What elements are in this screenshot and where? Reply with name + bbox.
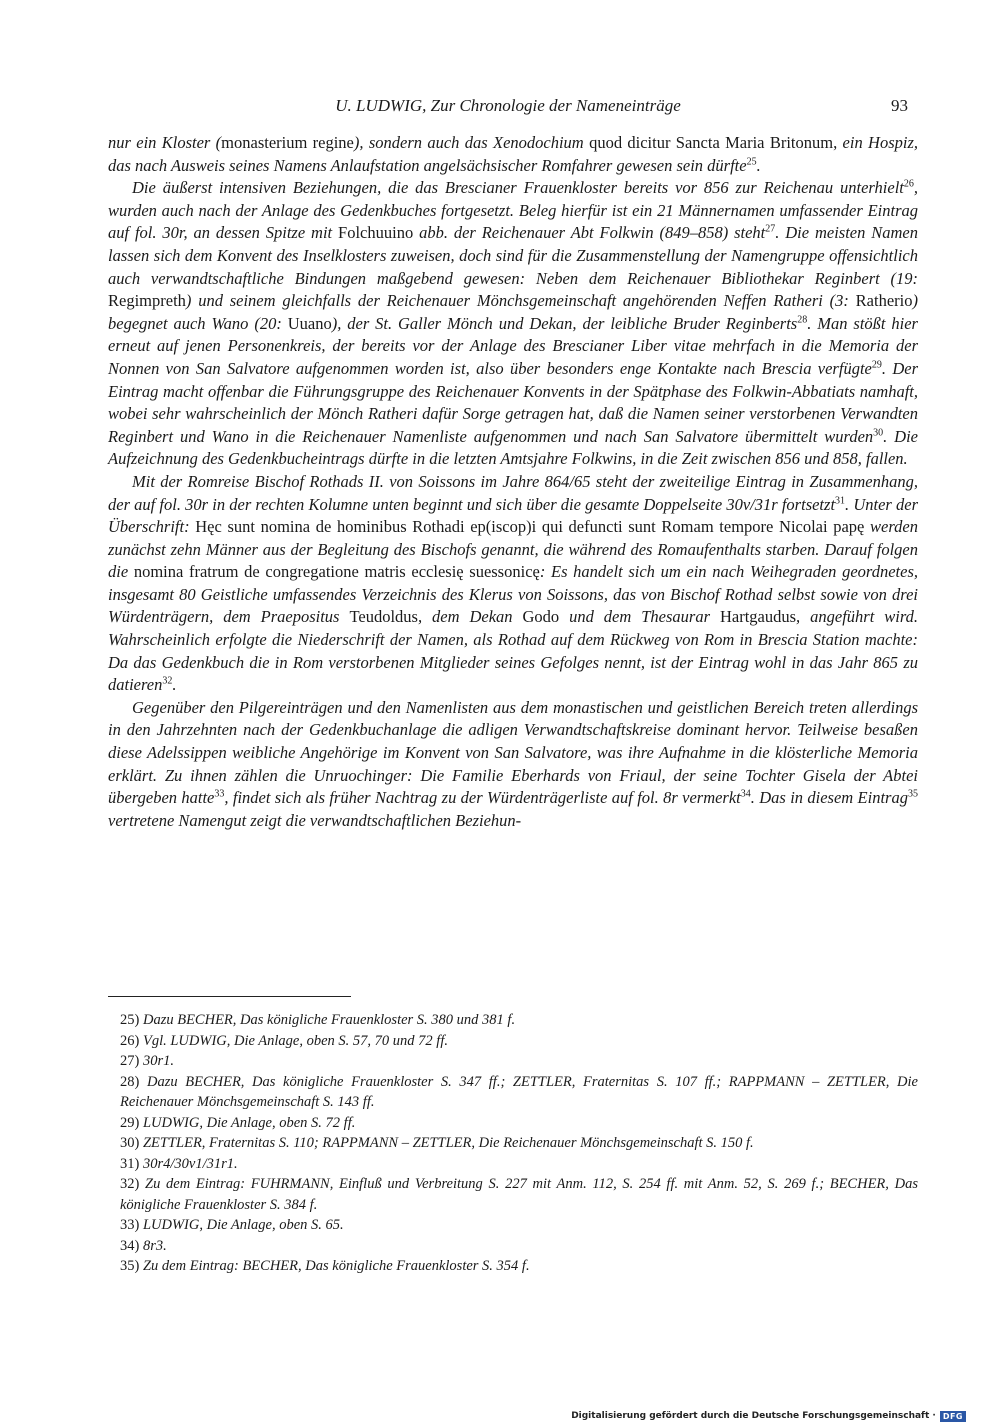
- footnote: [108, 1051, 918, 1072]
- footnote-ref: 30: [873, 427, 884, 439]
- text-run: nomina fratrum de congregatione matris ecclesię suessonicę: [133, 562, 540, 582]
- text-run: Ratherio: [855, 291, 913, 311]
- footnote-number: 25): [120, 1012, 140, 1028]
- text-run: Die äußerst intensiven Beziehungen, die das Brescianer Frauenkloster bereits vor 856 zur Reichenau unterhielt: [132, 178, 904, 198]
- text-run: , findet sich als früher Nachtrag zu der Würdenträgerliste auf fol. 8r vermerkt: [224, 788, 741, 808]
- text-run: und dem Thesaurar: [559, 607, 720, 627]
- footnote-ref: 27: [765, 223, 776, 235]
- text-run: nur ein Kloster (: [108, 133, 222, 152]
- footnote-ref: 35: [907, 788, 918, 800]
- footnote-text: 30r1.: [139, 1053, 174, 1069]
- text-run: werden zunächst zehn Männer aus der Begleitung des Bischofs genannt, die während des Romaufenthalts starben. Darauf folgen die: [108, 517, 919, 582]
- text-run: , angeführt wird. Wahrscheinlich erfolgte die Niederschrift der Namen, als Rothad auf dem Rückweg von Rom in Brescia Station machte: Da das Gedenkbuch die in Rom verstorbenen Mitglieder seines Gefolges nennt, ist der Eintrag wohl in das Jahr 865 zu datieren: [108, 607, 919, 695]
- footnote-divider: [108, 996, 351, 997]
- page-footer: [571, 1408, 966, 1424]
- paragraph: [108, 471, 918, 697]
- text-run: . Die meisten Namen lassen sich dem Konvent des Inselklosters zuweisen, doch sind für die Zusammenstellung der Namengruppe offensichtlich auch verwandtschaftliche Bindungen maßgebend gewesen: Neben dem Reichenauer Bibliothekar Reginbert (19:: [108, 223, 918, 288]
- footnote: [108, 1031, 918, 1052]
- text-run: Regimpreth: [108, 291, 186, 311]
- footnote-ref: 33: [214, 788, 225, 800]
- footnote-text: Dazu BECHER, Das königliche Frauenkloster S. 347 ff.; ZETTLER, Fraternitas S. 107 ff.; RAPPMANN – ZETTLER, Die Reichenauer Mönchsgemeinschaft S. 143 ff.: [120, 1073, 918, 1110]
- footnote-number: 31): [120, 1155, 140, 1172]
- text-run: . Der Eintrag macht offenbar die Führungsgruppe des Reichenauer Konvents in der Spätphase des Folkwin-Abbatiats namhaft, wobei sehr wahrscheinlich der Mönch Ratheri dafür Sorge getragen hat, daß die Namen seiner verstorbenen Verwandten Reginbert und Wano in die Reichenauer Namenliste aufgenommen und nach San Salvatore übermittelt wurden: [108, 358, 918, 446]
- text-run: .: [172, 675, 177, 695]
- footnote: [108, 1133, 918, 1154]
- footnote-ref: 28: [797, 314, 808, 326]
- text-run: quod dicitur Sancta Maria Britonum,: [589, 133, 838, 152]
- paragraph: [108, 177, 918, 471]
- text-run: , dem Dekan: [417, 607, 523, 627]
- footnote-number: 27): [120, 1053, 140, 1069]
- footnote-text: Zu dem Eintrag: BECHER, Das königliche Frauenkloster S. 354 f.: [139, 1258, 530, 1274]
- footnote-ref: 29: [871, 359, 882, 371]
- footnote-number: 28): [120, 1073, 140, 1090]
- text-run: abb. der Reichenauer Abt Folkwin (849–858) steht: [413, 223, 766, 243]
- dfg-logo-icon: DFG: [940, 1411, 966, 1422]
- footnote-ref: 32: [162, 675, 173, 687]
- footnote-number: 32): [120, 1176, 140, 1192]
- footnotes: [108, 1010, 918, 1277]
- text-run: monasterium regine: [221, 133, 354, 152]
- footnote: [108, 1154, 918, 1175]
- text-run: : Es handelt sich um ein nach Weihegraden geordnetes, insgesamt 80 Geistliche umfassendes Verzeichnis des Klerus von Soissons, das von Bischof Rothad selbst sowie von drei Würdenträgern, dem Praepositus: [108, 562, 918, 627]
- text-run: ), sondern auch das Xenodochium: [353, 133, 590, 152]
- text-run: Hęc sunt nomina de hominibus Rothadi ep(iscop)i qui defuncti sunt Romam tempore Nicolai papę: [195, 517, 865, 537]
- footnote-text: 30r4/30v1/31r1.: [139, 1155, 238, 1172]
- text-run: Godo: [522, 607, 560, 627]
- footnote-text: LUDWIG, Die Anlage, oben S. 65.: [139, 1217, 344, 1233]
- footnote-number: 33): [120, 1217, 140, 1233]
- footnote: [108, 1113, 918, 1134]
- footnote: [108, 1215, 918, 1236]
- footnote: [108, 1256, 918, 1277]
- footnote-ref: 34: [740, 788, 751, 800]
- footnote: [108, 1010, 918, 1031]
- footnote-text: 8r3.: [139, 1237, 167, 1254]
- text-run: Teudoldus: [349, 607, 418, 627]
- footnote: [108, 1072, 918, 1113]
- footnote-number: 30): [120, 1135, 140, 1151]
- running-header: [108, 96, 908, 120]
- page-number: 93: [891, 96, 908, 115]
- text-run: vertretene Namengut zeigt die verwandtschaftlichen Beziehun-: [108, 810, 522, 830]
- text-run: . Die Aufzeichnung des Gedenkbucheintrags dürfte in die letzten Amtsjahre Folkwins, in die Zeit zwischen 856 und 858, fallen.: [108, 426, 918, 469]
- footnote-number: 26): [120, 1032, 140, 1049]
- footnote-text: Dazu BECHER, Das königliche Frauenkloster S. 380 und 381 f.: [139, 1012, 516, 1028]
- footnote-number: 34): [120, 1237, 140, 1254]
- footnote-text: Zu dem Eintrag: FUHRMANN, Einfluß und Verbreitung S. 227 mit Anm. 112, S. 254 ff. mit Anm. 52, S. 269 f.; BECHER, Das königliche Frauenkloster S. 384 f.: [120, 1176, 918, 1213]
- text-run: Gegenüber den Pilgereinträgen und den Namenlisten aus dem monastischen und geistlichen Bereich treten allerdings in den Jahrzehnten nach der Gedenkbuchanlage die adligen Verwandtschaftskreise dominant hervor. Teilweise besaßen diese Adelssippen weibliche Angehörige im Konvent von San Salvatore, was ihre Aufnahme in die klösterliche Memoria erklärt. Zu ihnen zählen die Unruochinger: Die Familie Eberhards von Friaul, der seine Tochter Gisela der Abtei übergeben hatte: [108, 697, 918, 808]
- text-run: . Man stößt hier erneut auf jenen Personenkreis, der bereits vor der Anlage des Brescianer Liber vitae mehrfach in die Memoria der Nonnen von San Salvatore aufgenommen worden ist, also über besonders enge Kontakte nach Brescia verfügte: [108, 313, 918, 378]
- footnote-number: 35): [120, 1258, 140, 1274]
- text-run: Uuano: [287, 313, 332, 333]
- paragraph: [108, 697, 918, 833]
- text-run: Hartgaudus: [719, 607, 797, 627]
- text-run: ) begegnet auch Wano (20:: [108, 291, 918, 333]
- text-run: .: [756, 155, 761, 175]
- footnote-text: ZETTLER, Fraternitas S. 110; RAPPMANN – ZETTLER, Die Reichenauer Mönchsgemeinschaft S. 150 f.: [139, 1135, 754, 1151]
- footnote: [108, 1236, 918, 1257]
- running-title: U. LUDWIG, Zur Chronologie der Nameneinträge: [335, 96, 681, 115]
- footnote-text: LUDWIG, Die Anlage, oben S. 72 ff.: [139, 1114, 356, 1131]
- text-run: ) und seinem gleichfalls der Reichenauer Mönchsgemeinschaft angehörenden Neffen Ratheri (3:: [185, 291, 856, 311]
- text-run: ein Hospiz, das nach Ausweis seines Namens Anlaufstation angelsächsischer Romfahrer gewesen sein dürfte: [108, 133, 919, 175]
- footnote-text: Vgl. LUDWIG, Die Anlage, oben S. 57, 70 und 72 ff.: [139, 1032, 448, 1049]
- digitization-credit: Digitalisierung gefördert durch die Deutsche Forschungsgemeinschaft ·: [571, 1411, 936, 1421]
- text-run: Mit der Romreise Bischof Rothads II. von Soissons im Jahre 864/65 steht der zweiteilige Eintrag in Zusammenhang, der auf fol. 30r in der rechten Kolumne unten beginnt und sich über die gesamte Doppelseite 30v/31r fortsetzt: [108, 471, 918, 514]
- text-run: ), der St. Galler Mönch und Dekan, der leibliche Bruder Reginberts: [331, 313, 798, 333]
- footnote: [108, 1174, 918, 1215]
- body-text: [108, 132, 918, 832]
- text-run: . Unter der Überschrift:: [108, 494, 918, 537]
- text-run: . Das in diesem Eintrag: [750, 788, 908, 808]
- text-run: , wurden auch nach der Anlage des Gedenkbuches fortgesetzt. Beleg hierfür ist ein 21 Männernamen umfassender Eintrag auf fol. 30r, an dessen Spitze mit: [108, 178, 918, 243]
- footnote-ref: 26: [903, 178, 914, 190]
- footnote-number: 29): [120, 1114, 140, 1131]
- footnote-ref: 31: [835, 495, 846, 506]
- footnote-ref: 25: [746, 156, 757, 168]
- paragraph: [108, 132, 918, 177]
- text-run: Folchuuino: [338, 223, 414, 243]
